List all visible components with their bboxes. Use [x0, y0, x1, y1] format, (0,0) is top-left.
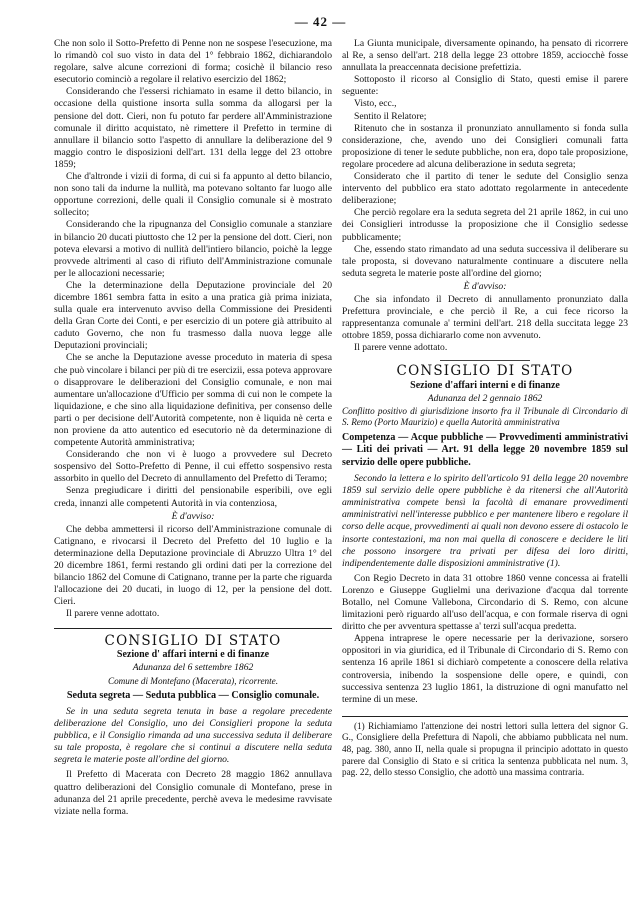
paragraph: Ritenuto che in sostanza il pronunziato annullamento si fonda sulla considerazione, che, avendo uno dei Consiglieri comunali fatta proposizione di tener le sedute pubbliche, non era, dopo tale proposizione, regolare procedere ad alcuna deliberazione in seduta segreta; [342, 122, 628, 170]
section-heading: CONSIGLIO DI STATO [396, 363, 574, 380]
paragraph: Appena intraprese le opere necessarie per la derivazione, sorsero oppositori in via giuridica, ed il Tribunale di Circondario di S. Remo con sentenza 16 aprile 1861 si dichiarò competente a conoscere della relativa controversia, inibendo la sospensione delle opere, e quindi, con successiva sentenza 23 luglio 1861, la distruzione di ogni manufatto nel termine di un mese. [342, 633, 628, 705]
section-heading: CONSIGLIO DI STATO [104, 632, 282, 649]
paragraph: Considerato che il partito di tener le sedute del Consiglio senza intervento del pubblico era stato adottato regolarmente in antecedente deliberazione; [342, 171, 628, 207]
session-date: Adunanza del 6 settembre 1862 [132, 661, 254, 673]
topic-banner: Seduta segreta — Seduta pubblica — Consiglio comunale. [66, 689, 320, 701]
section-divider [54, 628, 332, 629]
left-column [54, 38, 332, 818]
paragraph: Senza pregiudicare i diritti del pensionabile esperibili, ove egli creda, innanzi alle competenti Autorità in via contenziosa, [54, 485, 332, 509]
paragraph: Visto, ecc., [354, 98, 397, 110]
footnote: (1) Richiamiamo l'attenzione dei nostri lettori sulla lettera del signor G. G., Consigliere della Prefettura di Napoli, che abbiamo pubblicata nel num. 48, pag. 380, anno II, nella quale si propugna il principio adottato in questo parere dal Consiglio di Stato e si critica la sentenza pubblicata nel num. 3, pag. 22, dello stesso Consiglio, che adottò una massima contraria. [342, 720, 628, 778]
session-date: Adunanza del 2 gennaio 1862 [427, 392, 543, 404]
paragraph: Sentito il Relatore; [354, 110, 427, 122]
page-number: — 42 — [294, 14, 347, 29]
paragraph: Il parere venne adottato. [66, 608, 160, 620]
paragraph: Che d'altronde i vizii di forma, di cui si fa appunto al detto bilancio, non sono tali da indurne la nullità, ma potevano soltanto far luogo alle opportune correzioni, delle quali il Consiglio comunale si è mostrato sollecito; [54, 171, 332, 219]
paragraph: Considerando che la ripugnanza del Consiglio comunale a stanziare in bilancio 20 ducati piuttosto che 12 per la pensione del dott. Cieri, non poteva elevarsi a motivo di nullità dell'intiero bilancio, poichè la legge provvede altrimenti al caso di rifiuto dell'Amministrazione comunale per le allocazioni necessarie; [54, 219, 332, 279]
avviso-heading: È d'avviso: [171, 510, 215, 522]
footnote-divider [342, 716, 628, 717]
paragraph: Che se anche la Deputazione avesse proceduto in materia di spesa che può vincolare i bilanci per più di tre esercizii, essa poteva approvare o disapprovare le deliberazioni del Consiglio comunale, e non mai aumentare un'allocazione d'Ufficio per somma di cui non le compete la liquidazione, e che sino alla liquidazione definitiva, per consenso delle parti o per decisione dell'Autorità competente, non è liquida nè certa e non proviene da atto autentico ed esecutorio nè da determinazione di competente Autorità amministrativa; [54, 352, 332, 449]
paragraph: Il parere venne adottato. [354, 342, 448, 354]
paragraph: Che non solo il Sotto-Prefetto di Penne non ne sospese l'esecuzione, ma lo rimandò col suo visto in data del 1° febbraio 1862, dichiarandolo regolare, salve alcune correzioni di forma; cosichè il bilancio reso esecutorio cominciò a regolare il relativo esercizio del 1862; [54, 38, 332, 86]
paragraph: La Giunta municipale, diversamente opinando, ha pensato di ricorrere al Re, a senso dell'art. 218 della legge 23 ottobre 1859, acciocchè fosse annullata la preaccennata decisione prefettizia. [342, 38, 628, 74]
paragraph: Considerando che l'essersi richiamato in esame il detto bilancio, in occasione della quistione insorta sulla somma da allogarsi per la pensione del dott. Cieri, non fu potuto far perdere all'Amministrazione comunale il diritto acquistato, nè rimettere il Prefetto in termine di annullare il bilancio sotto l'aspetto di annullare la deliberazione del 9 maggio contro le disposizioni dell'art. 131 della legge del 23 ottobre 1859; [54, 86, 332, 170]
paragraph: Che debba ammettersi il ricorso dell'Amministrazione comunale di Catignano, e rivocarsi il Decreto del Prefetto del 10 luglio e la determinazione della Deputazione provinciale di Abruzzo Ultra 1° del 20 dicembre 1861, fermi restando gli ordini dati per la correzione del bilancio 1862 del Comune di Catignano, tranne per la parte che riguarda l'allocazione dei 20 ducati, in luogo di 12, per la pensione del dott. Cieri. [54, 523, 332, 608]
paragraph: Che la determinazione della Deputazione provinciale del 20 dicembre 1861 sembra fatta in esito a una pratica già prima iniziata, sulla quale era intervenuto avviso della Commissione dei Presidenti della Gran Corte dei Conti, e per esercizio di un potere già attribuito al caduto Governo, che non fu trasmesso dalla nuova legge alle Deputazioni provinciali; [54, 279, 332, 352]
paragraph: Sottoposto il ricorso al Consiglio di Stato, questi emise il parere seguente: [342, 74, 628, 98]
right-column [342, 38, 628, 779]
paragraph: Il Prefetto di Macerata con Decreto 28 maggio 1862 annullava quattro deliberazioni del Consiglio comunale di Montefano, prese in adunanza del 21 aprile precedente, perchè aveva le medesime ravvisate viziate nella forma. [54, 769, 332, 817]
principle-summary: Se in una seduta segreta tenuta in base a regolare precedente deliberazione del Consiglio, uno dei Consiglieri propone la seduta pubblica, e il Consiglio rimanda ad una successiva seduta il deliberare su tale proposta, è regolare che si continui a discutere nella seduta segreta le materie poste all'ordine del giorno. [54, 705, 332, 766]
principle-summary: Secondo la lettera e lo spirito dell'articolo 91 della legge 20 novembre 1859 sul servizio delle opere pubbliche è da ritenersi che all'Autorità amministrativa compete bensì la facoltà di emanare provvedimenti amministrativi nell'interesse pubblico e per mantenere libero e regolare il corso delle acque, provvedimenti ai quali non devono essere di ostacolo le insorte contestazioni, ma non mai quella di conoscere e decidere le liti che possono insorgere tra privati per difesa dei loro diritti, indipendentemente dalle disposizioni amministrative (1). [342, 473, 628, 569]
case-title: Conflitto positivo di giurisdizione insorto fra il Tribunale di Circondario di S. Remo (Porto Maurizio) e quella Autorità amministrativa [342, 405, 628, 428]
paragraph: Con Regio Decreto in data 31 ottobre 1860 venne concessa ai fratelli Lorenzo e Giuseppe Guglielmi una derivazione d'acqua dal torrente Botallo, nel Comune Vallebona, Circondario di S. Remo, con alcune limitazioni però riguardo all'uso dell'acqua, e con formale riserva di ogni diritto che per avventura spettasse a' terzi sull'acqua predetta. [342, 572, 628, 633]
section-divider [440, 360, 530, 361]
topic-banner: Competenza — Acque pubbliche — Provvedimenti amministrativi — Liti dei privati — Art. 91 della legge 20 novembre 1859 sul servizio delle opere pubbliche. [342, 431, 628, 468]
paragraph: Considerando che non vi è luogo a provvedere sul Decreto sospensivo del Sotto-Prefetto di Penne, il cui effetto sospensivo resta assorbito in quello del Decreto di annullamento del Prefetto di Teramo; [54, 449, 332, 485]
avviso-heading: È d'avviso: [463, 280, 507, 292]
section-subheading: Sezione d'affari interni e di finanze [410, 379, 560, 391]
case-title: Comune di Montefano (Macerata), ricorrente. [107, 675, 279, 686]
paragraph: Che perciò regolare era la seduta segreta del 21 aprile 1862, in cui uno dei Consiglieri introdusse la proposizione che il Consiglio sedesse pubblicamente; [342, 207, 628, 243]
paragraph: Che, essendo stato rimandato ad una seduta successiva il deliberare su tale proposta, si dovevano naturalmente continuare a discutere nella seduta segreta le materie poste all'ordine del giorno; [342, 243, 628, 279]
section-subheading: Sezione d' affari interni e di finanze [116, 648, 270, 660]
paragraph: Che sia infondato il Decreto di annullamento pronunziato dalla Prefettura provinciale, e che perciò il Re, a cui fece ricorso la rappresentanza comunale a' termini dell'art. 218 della succitata legge 23 ottobre 1859, possa dichiararlo come non avvenuto. [342, 293, 628, 342]
